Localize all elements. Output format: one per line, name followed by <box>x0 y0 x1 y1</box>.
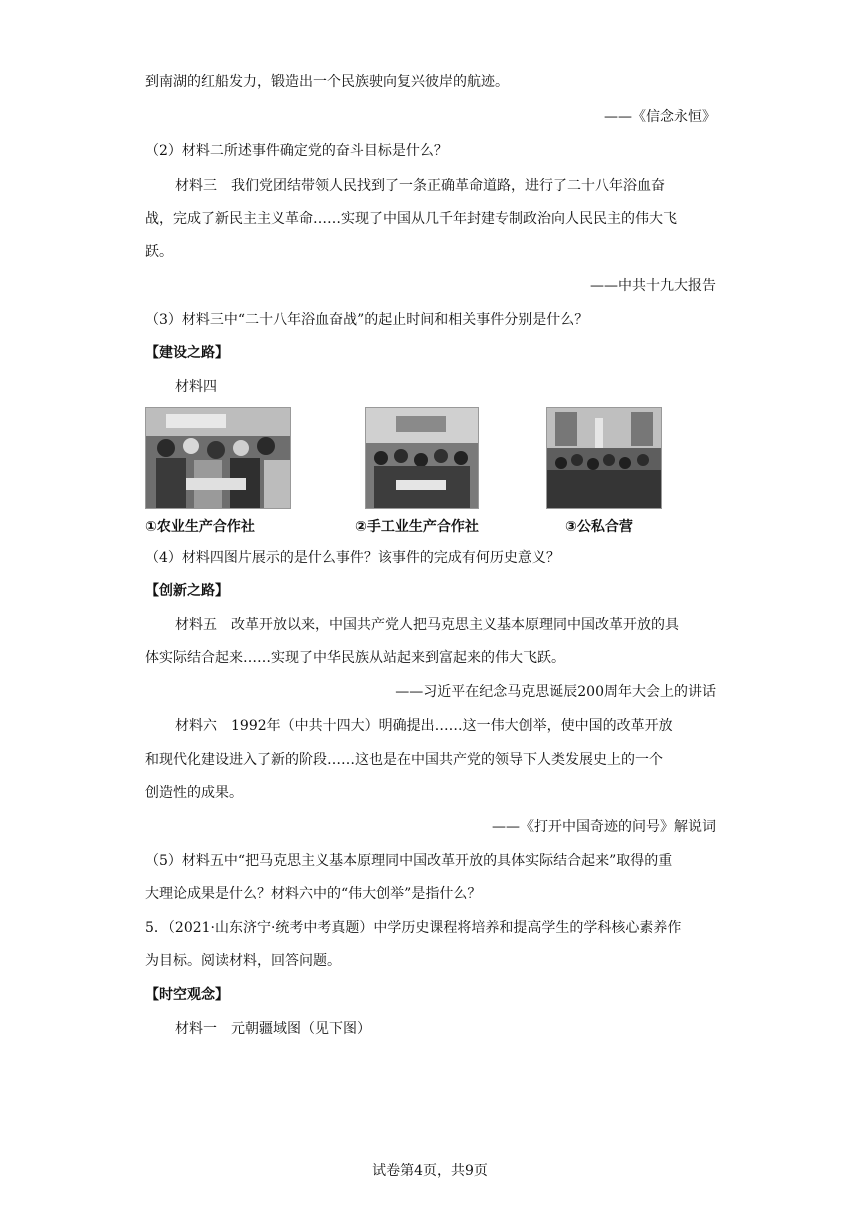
source-citation: ——《信念永恒》 <box>604 109 716 125</box>
source-citation: ——《打开中国奇迹的问号》解说词 <box>492 819 716 835</box>
photo-caption: ②手工业生产合作社 <box>355 519 479 535</box>
material-3-line: 材料三 我们党团结带领人民找到了一条正确革命道路，进行了二十八年浴血奋 <box>175 178 665 194</box>
section-heading: 【建设之路】 <box>145 345 229 361</box>
page-footer: 试卷第4页，共9页 <box>372 1163 488 1179</box>
photo-handicraft-cooperative <box>365 407 479 509</box>
problem-5: 为目标。阅读材料，回答问题。 <box>145 953 341 969</box>
material-6-line: 和现代化建设进入了新的阶段……这也是在中国共产党的领导下人类发展史上的一个 <box>145 752 663 768</box>
photo-caption: ③公私合营 <box>565 519 633 535</box>
problem-5: 5．（2021·山东济宁·统考中考真题）中学历史课程将培养和提高学生的学科核心素养作 <box>145 920 682 936</box>
section-heading: 【时空观念】 <box>145 987 229 1003</box>
material-1-line: 材料一 元朝疆域图（见下图） <box>175 1021 371 1037</box>
question-4: （4）材料四图片展示的是什么事件？该事件的完成有何历史意义？ <box>145 550 560 566</box>
question-5: （5）材料五中“把马克思主义基本原理同中国改革开放的具体实际结合起来”取得的重 <box>145 853 673 869</box>
material-5-line: 材料五 改革开放以来，中国共产党人把马克思主义基本原理同中国改革开放的具 <box>175 617 679 633</box>
material-6-line: 创造性的成果。 <box>145 785 243 801</box>
material-5-line: 体实际结合起来……实现了中华民族从站起来到富起来的伟大飞跃。 <box>145 650 565 666</box>
material-4-label: 材料四 <box>175 379 217 395</box>
question-5: 大理论成果是什么？材料六中的“伟大创举”是指什么？ <box>145 886 482 902</box>
source-citation: ——习近平在纪念马克思诞辰200周年大会上的讲话 <box>395 684 716 700</box>
material-3-line: 跃。 <box>145 244 173 260</box>
source-citation: ——中共十九大报告 <box>590 278 716 294</box>
material-3-line: 战，完成了新民主主义革命……实现了中国从几千年封建专制政治向人民民主的伟大飞 <box>145 211 677 227</box>
question-3: （3）材料三中“二十八年浴血奋战”的起止时间和相关事件分别是什么？ <box>145 312 589 328</box>
photo-caption: ①农业生产合作社 <box>145 519 255 535</box>
question-2: （2）材料二所述事件确定党的奋斗目标是什么？ <box>145 143 448 159</box>
photo-agricultural-cooperative <box>145 407 291 509</box>
material-6-line: 材料六 1992年（中共十四大）明确提出……这一伟大创举，使中国的改革开放 <box>175 718 673 734</box>
photo-joint-public-private <box>546 407 662 509</box>
section-heading: 【创新之路】 <box>145 583 229 599</box>
text-line: 到南湖的红船发力，锻造出一个民族驶向复兴彼岸的航迹。 <box>145 74 509 90</box>
